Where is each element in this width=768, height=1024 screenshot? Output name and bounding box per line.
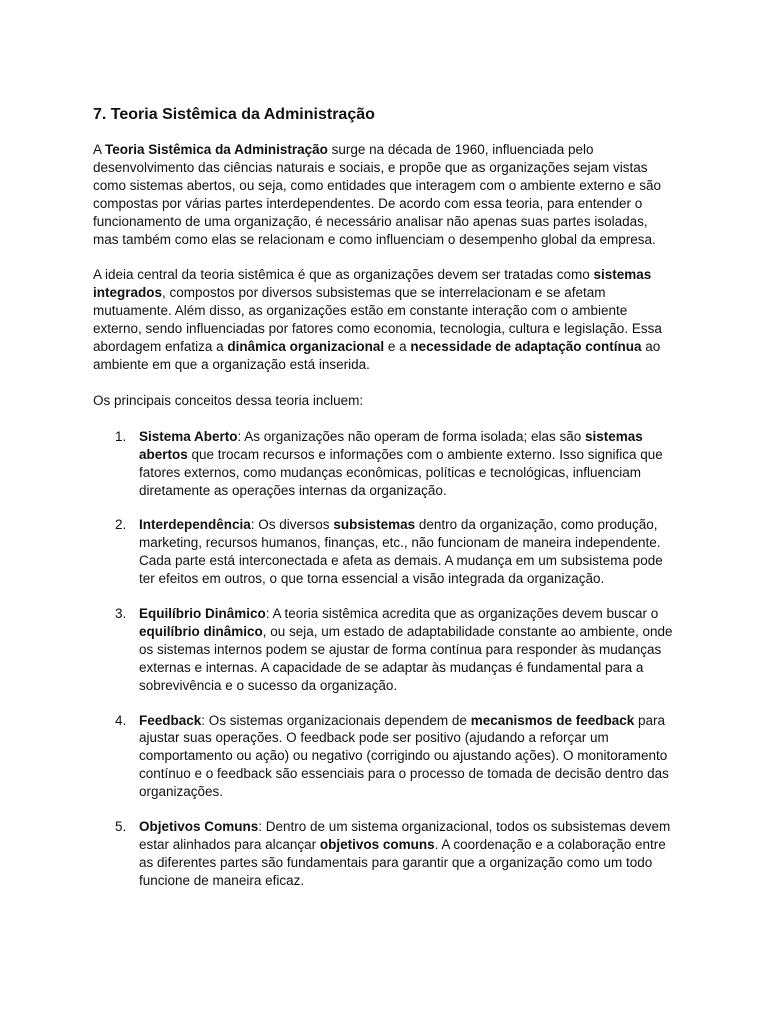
text-run: para ajustar suas operações. O feedback pode ser positivo (ajudando a reforçar um comportamento ou ação) ou negativo (corrigindo ou ajustando ações). O monitoramento contínuo e o feedback são essenciais para o processo de tomada de decisão dentro das organizações. [139, 712, 669, 800]
list-item-number: 3. [115, 606, 127, 622]
text-run: Os principais conceitos dessa teoria incluem: [93, 392, 364, 408]
list-item-number: 1. [115, 428, 127, 444]
bold-term: sistemas integrados [93, 267, 652, 301]
bold-term: Teoria Sistêmica da Administração [105, 142, 328, 157]
text-run: A [93, 142, 106, 157]
list-item-number: 5. [115, 819, 127, 835]
text-run: e a [384, 339, 411, 355]
concepts-list [93, 428, 674, 890]
bold-term: equilíbrio dinâmico [139, 623, 263, 639]
list-item [93, 818, 674, 890]
bold-term: Objetivos Comuns [139, 819, 259, 835]
list-item-number: 4. [115, 712, 127, 728]
list-item [93, 605, 674, 695]
text-run: : Os sistemas organizacionais dependem de [201, 712, 471, 728]
bold-term: objetivos comuns [319, 837, 435, 852]
bold-term: Interdependência [139, 517, 251, 533]
text-run: dentro da organização, como produção, marketing, recursos humanos, finanças, etc., não funcionam de maneira independente. Cada parte está interconectada e afeta as demais. A mudança em um subsistema pode ter efeitos em outros, o que torna essencial a visão integrada da organização. [139, 517, 663, 587]
text-run: , ou seja, um estado de adaptabilidade constante ao ambiente, onde os sistemas internos podem se ajustar de forma contínua para responder às mudanças externas e internas. A capacidade de se adaptar às mudanças é fundamental para a sobrevivência e o sucesso da organização. [139, 623, 673, 693]
bold-term: sistemas abertos [139, 428, 643, 462]
text-run: , compostos por diversos subsistemas que se interrelacionam e se afetam mutuamente. Além disso, as organizações estão em constante interação com o ambiente externo, sendo influenciadas por fatores como economia, tecnologia, cultura e legislação. Essa abordagem enfatiza a [93, 285, 662, 355]
intro-paragraphs [93, 141, 674, 410]
text-run: : A teoria sistêmica acredita que as organizações devem buscar o [265, 606, 659, 622]
paragraph [93, 392, 674, 410]
bold-term: Feedback [139, 712, 202, 728]
text-run: surge na década de 1960, influenciada pelo desenvolvimento das ciências naturais e sociais, e propõe que as organizações sejam vistas como sistemas abertos, ou seja, como entidades que interagem com o ambiente externo e são compostas por várias partes interdependentes. De acordo com essa teoria, para entender o funcionamento de uma organização, é necessário analisar não apenas suas partes isoladas, mas também como elas se relacionam e como influenciam o desempenho global da empresa. [93, 142, 662, 247]
bold-term: mecanismos de feedback [470, 712, 635, 728]
section-heading: 7. Teoria Sistêmica da Administração [93, 106, 375, 123]
text-run: : As organizações não operam de forma isolada; elas são [237, 428, 585, 444]
paragraph [93, 266, 674, 373]
text-run: . A coordenação e a colaboração entre as diferentes partes são fundamentais para garantir que a organização como um todo funcione de maneira eficaz. [139, 837, 666, 888]
text-run: A ideia central da teoria sistêmica é que as organizações devem ser tratadas como [93, 267, 594, 283]
list-item [93, 428, 674, 500]
paragraph [93, 141, 674, 248]
bold-term: necessidade de adaptação contínua [410, 339, 642, 355]
bold-term: subsistemas [333, 517, 416, 533]
text-run: que trocam recursos e informações com o ambiente externo. Isso significa que fatores externos, como mudanças econômicas, políticas e tecnológicas, influenciam diretamente as operações internas da organização. [139, 446, 663, 498]
text-run: : Dentro de um sistema organizacional, todos os subsistemas devem estar alinhados para alcançar [139, 819, 671, 852]
bold-term: dinâmica organizacional [227, 339, 385, 355]
bold-term: Sistema Aberto [139, 428, 238, 444]
list-item [93, 516, 674, 588]
list-item [93, 712, 674, 802]
text-run: ao ambiente em que a organização está inserida. [93, 339, 661, 372]
text-run: : Os diversos [250, 517, 334, 533]
bold-term: Equilíbrio Dinâmico [139, 606, 266, 622]
list-item-number: 2. [115, 517, 127, 533]
